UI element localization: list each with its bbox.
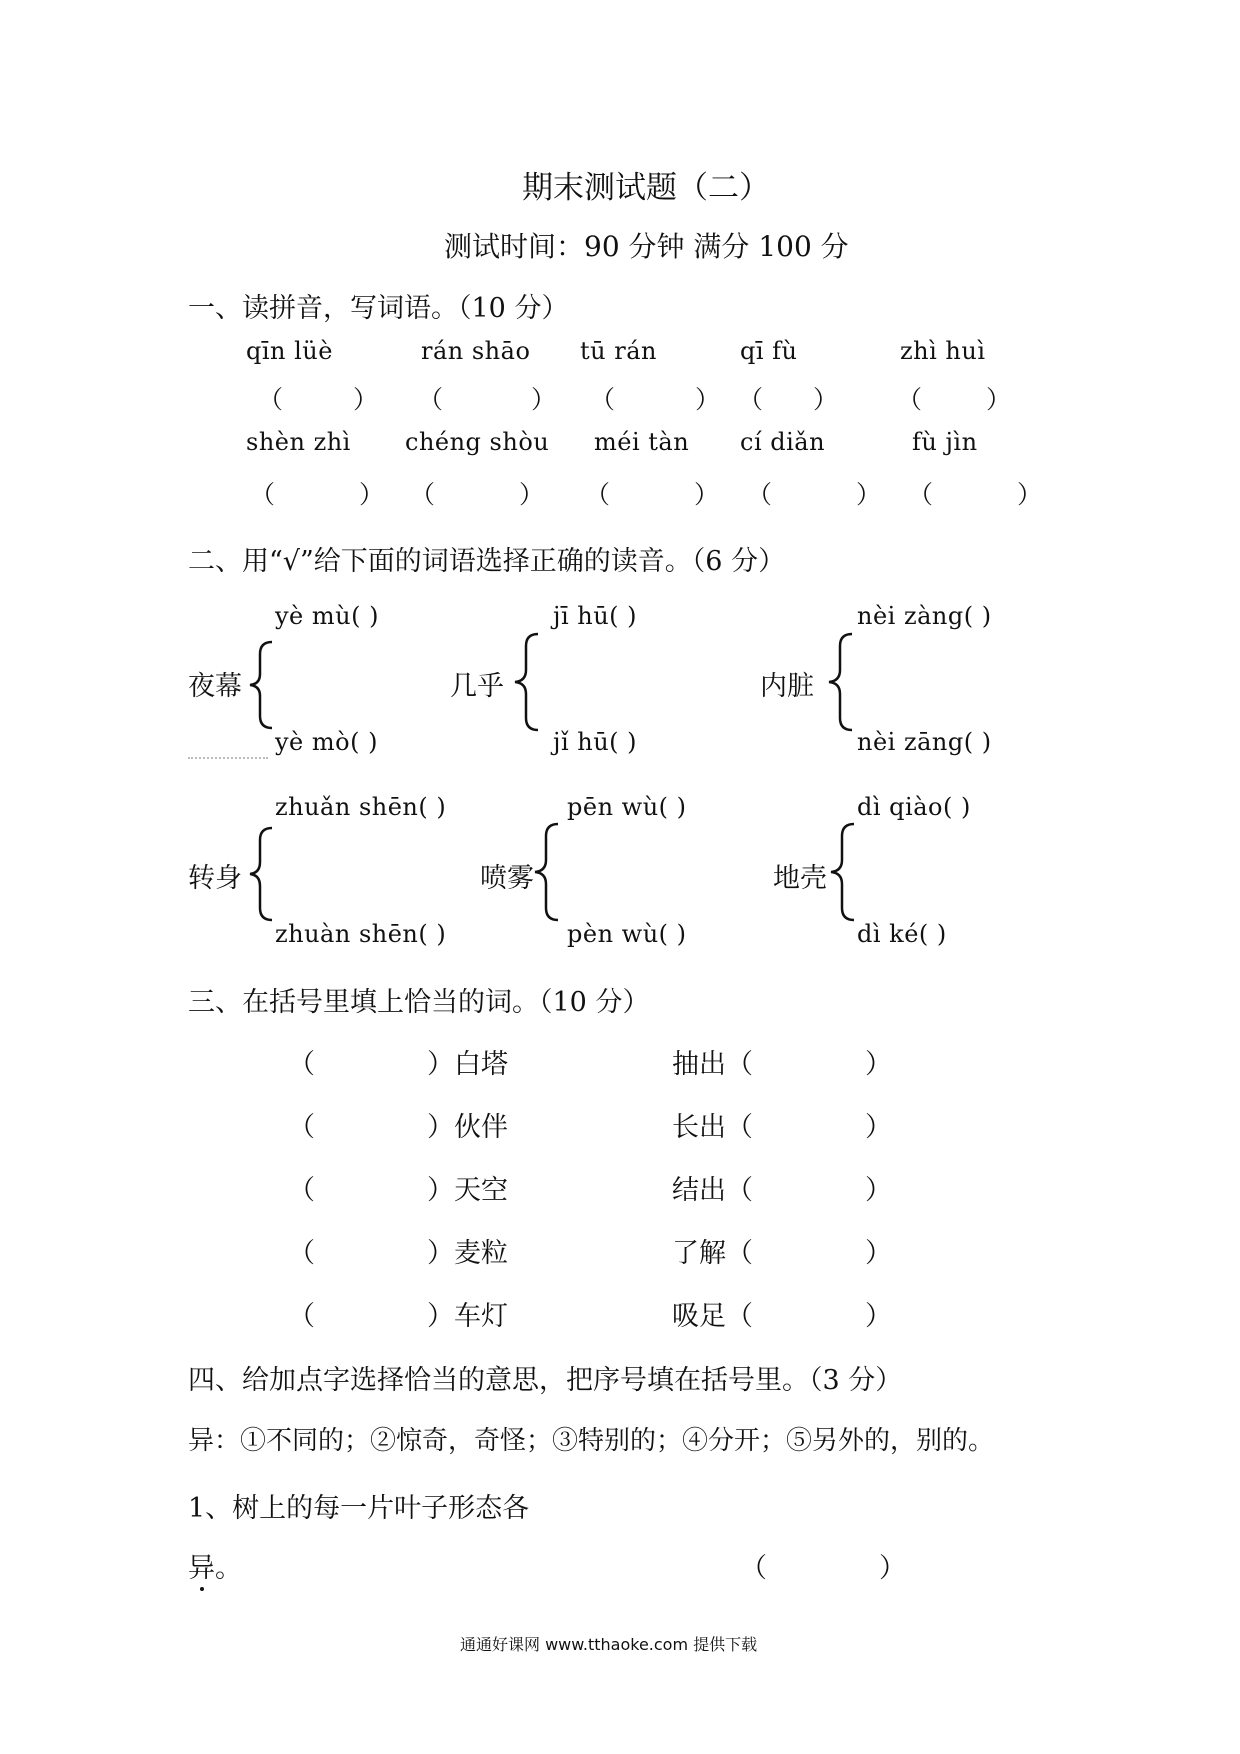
pinyin-item: tū rán: [580, 337, 657, 365]
fill-row[interactable]: 了解（ ）: [672, 1238, 892, 1269]
brace-icon: [826, 632, 856, 732]
q2-heading: 二、用“√”给下面的词语选择正确的读音。（6 分）: [188, 546, 786, 577]
pinyin-item: méi tàn: [594, 428, 690, 456]
pinyin-item: zhì huì: [900, 337, 986, 365]
brace-icon: [512, 632, 542, 732]
answer-blank[interactable]: （ ）: [250, 480, 385, 509]
pinyin-item: qī fù: [740, 337, 798, 365]
fill-row[interactable]: 吸足（ ）: [672, 1301, 892, 1332]
reading-option-bottom[interactable]: dì ké( ): [857, 920, 947, 948]
pinyin-item: qīn lüè: [246, 337, 333, 365]
fill-row[interactable]: （ ）伙伴: [288, 1112, 508, 1143]
footer-text: 通通好课网 www.tthaoke.com 提供下载: [460, 1635, 758, 1654]
word-label: 喷雾: [480, 863, 534, 894]
word-label: 内脏: [760, 671, 814, 702]
answer-blank[interactable]: （ ）: [747, 480, 882, 509]
word-label: 几乎: [450, 671, 504, 702]
answer-blank[interactable]: （ ）: [585, 480, 720, 509]
pinyin-item: chéng shòu: [405, 428, 550, 456]
item-text: 1、树上的每一片叶子形态各: [188, 1493, 530, 1524]
scan-artifact: [188, 757, 268, 759]
fill-row[interactable]: 抽出（ ）: [672, 1049, 892, 1080]
answer-blank[interactable]: （ ）: [590, 385, 721, 414]
reading-option-top[interactable]: zhuǎn shēn( ): [275, 793, 447, 821]
reading-option-bottom[interactable]: zhuàn shēn( ): [275, 920, 447, 948]
q1-heading: 一、读拼音，写词语。（10 分）: [188, 293, 569, 324]
word-label: 转身: [188, 863, 242, 894]
fill-row[interactable]: 结出（ ）: [672, 1175, 892, 1206]
answer-blank[interactable]: （ ）: [410, 480, 545, 509]
brace-icon: [532, 822, 562, 922]
pinyin-item: rán shāo: [421, 337, 531, 365]
reading-option-top[interactable]: pēn wù( ): [567, 793, 687, 821]
fill-row[interactable]: （ ）麦粒: [288, 1238, 508, 1269]
fill-row[interactable]: （ ）天空: [288, 1175, 508, 1206]
pinyin-item: cí diǎn: [740, 428, 826, 456]
definition-line: 异：①不同的；②惊奇，奇怪；③特别的；④分开；⑤另外的，别的。: [188, 1426, 995, 1456]
answer-blank[interactable]: （ ）: [418, 385, 557, 414]
answer-blank[interactable]: （ ）: [740, 1553, 906, 1584]
reading-option-top[interactable]: yè mù( ): [275, 602, 379, 630]
answer-blank[interactable]: （ ）: [897, 385, 1012, 414]
reading-option-bottom[interactable]: nèi zāng( ): [857, 728, 992, 756]
reading-option-bottom[interactable]: pèn wù( ): [567, 920, 687, 948]
word-label: 夜幕: [188, 671, 242, 702]
pinyin-item: shèn zhì: [246, 428, 351, 456]
reading-option-bottom[interactable]: yè mò( ): [275, 728, 378, 756]
reading-option-top[interactable]: dì qiào( ): [857, 793, 971, 821]
reading-option-top[interactable]: jī hū( ): [553, 602, 638, 630]
answer-blank[interactable]: （ ）: [258, 385, 379, 414]
answer-blank[interactable]: （ ）: [738, 385, 839, 414]
reading-option-top[interactable]: nèi zàng( ): [857, 602, 992, 630]
word-label: 地壳: [773, 863, 827, 894]
fill-row[interactable]: （ ）车灯: [288, 1301, 508, 1332]
brace-icon: [828, 822, 858, 922]
fill-row[interactable]: 长出（ ）: [672, 1112, 892, 1143]
item-text-continued: 异。: [188, 1546, 242, 1585]
brace-icon: [248, 640, 278, 730]
answer-blank[interactable]: （ ）: [908, 480, 1043, 509]
q4-heading: 四、给加点字选择恰当的意思，把序号填在括号里。（3 分）: [188, 1365, 903, 1396]
brace-icon: [248, 826, 278, 922]
dotted-character: 异: [188, 1546, 215, 1585]
pinyin-item: fù jìn: [912, 428, 978, 456]
page-title: 期末测试题（二）: [522, 170, 770, 206]
fill-row[interactable]: （ ）白塔: [288, 1049, 508, 1080]
page-subtitle: 测试时间：90 分钟 满分 100 分: [444, 230, 849, 263]
q3-heading: 三、在括号里填上恰当的词。（10 分）: [188, 987, 650, 1018]
reading-option-bottom[interactable]: jǐ hū( ): [553, 728, 638, 756]
